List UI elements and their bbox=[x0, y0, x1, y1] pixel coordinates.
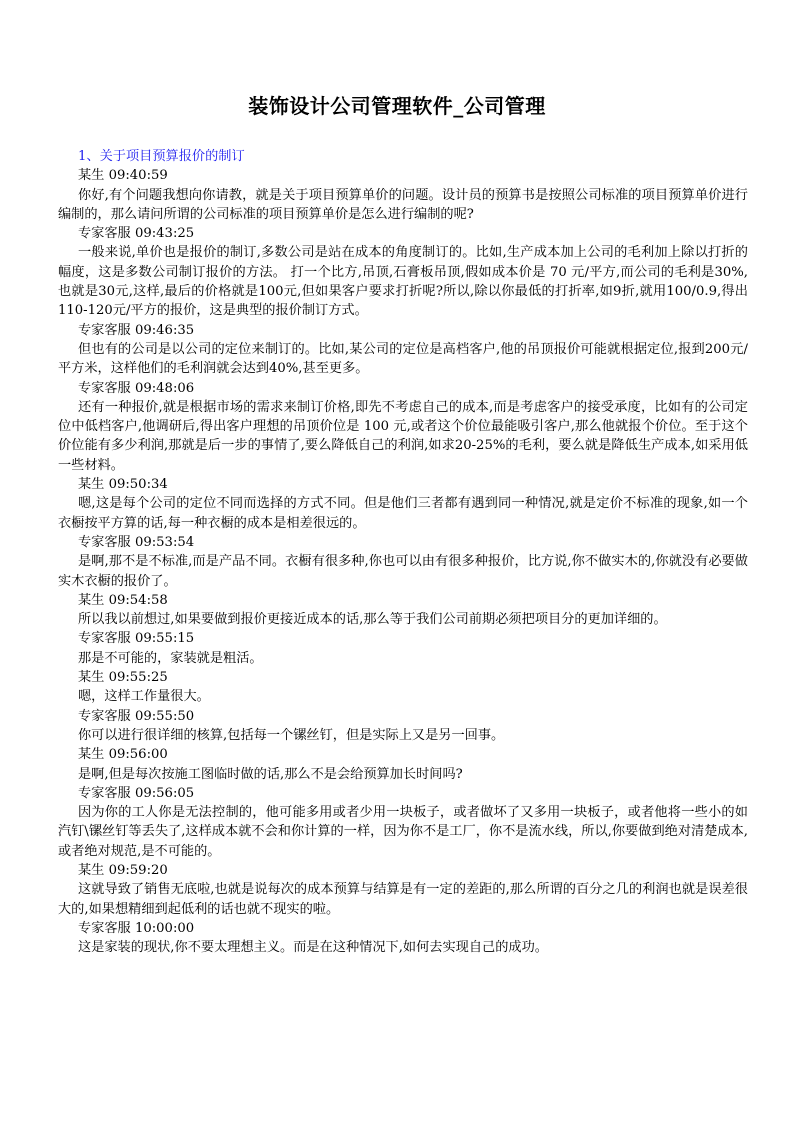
document-body bbox=[58, 147, 748, 957]
entry-meta: 专家客服 09:55:50 bbox=[78, 708, 195, 724]
entry-text: 是啊,但是每次按施工图临时做的话,那么不是会给预算加长时间吗? bbox=[78, 766, 463, 782]
section-heading-link[interactable]: 1、关于项目预算报价的制订 bbox=[78, 149, 245, 164]
entry-meta: 专家客服 09:43:25 bbox=[78, 226, 195, 242]
entry-text: 你好,有个问题我想向你请教，就是关于项目预算单价的问题。设计员的预算书是按照公司标准的项目预算单价进行编制的，那么请问所谓的公司标准的项目预算单价是怎么进行编制的呢? bbox=[58, 187, 748, 222]
entry-meta: 某生 09:54:58 bbox=[78, 592, 168, 608]
entry-meta: 专家客服 09:53:54 bbox=[78, 534, 195, 550]
entry-meta: 某生 09:50:34 bbox=[78, 477, 168, 493]
entry-text: 但也有的公司是以公司的定位来制订的。比如,某公司的定位是高档客户,他的吊顶报价可能就根据定位,报到200元/平方米，这样他们的毛利润就会达到40%,甚至更多。 bbox=[58, 341, 748, 377]
entry-meta: 专家客服 09:46:35 bbox=[78, 322, 195, 338]
entry-meta: 某生 09:40:59 bbox=[78, 168, 168, 184]
entry-meta: 专家客服 09:56:05 bbox=[78, 785, 195, 801]
entry-text: 嗯，这样工作量很大。 bbox=[78, 689, 210, 705]
entry-meta: 某生 09:56:00 bbox=[78, 747, 168, 763]
entry-text: 你可以进行很详细的核算,包括每一个镙丝钉，但是实际上又是另一回事。 bbox=[78, 727, 505, 743]
entry-text: 那是不可能的，家装就是粗活。 bbox=[78, 650, 263, 666]
entry-text: 一般来说,单价也是报价的制订,多数公司是站在成本的角度制订的。比如,生产成本加上公司的毛利加上除以打折的幅度，这是多数公司制订报价的方法。 打一个比方,吊顶,石膏板吊顶,假如成本价是 70 元/平方,而公司的毛利是30%,也就是30元,这样,最后的价格就是100元,但如果客户要求打折呢?所以,除以你最低的打折率,如9折,就用100/0.9,得出110-120元/平方的报价，这是典型的报价制订方式。 bbox=[58, 245, 748, 319]
entry-meta: 某生 09:59:20 bbox=[78, 862, 168, 878]
entry-text: 还有一种报价,就是根据市场的需求来制订价格,即先不考虑自己的成本,而是考虑客户的接受承度，比如有的公司定位中低档客户,他调研后,得出客户理想的吊顶价位是 100 元,或者这个价位最能吸引客户,那么他就报个价位。至于这个价位能有多少利润,那就是后一步的事情了,要么降低自己的利润,如求20-25%的毛利，要么就是降低生产成本,如采用低一些材料。 bbox=[58, 399, 748, 473]
entry-text: 因为你的工人你是无法控制的，他可能多用或者少用一块板子，或者做坏了又多用一块板子，或者他将一些小的如汽钉\镙丝钉等丢失了,这样成本就不会和你计算的一样，因为你不是工厂，你不是流水线，所以,你要做到绝对清楚成本,或者绝对规范,是不可能的。 bbox=[58, 805, 748, 859]
entry-text: 这是家装的现状,你不要太理想主义。而是在这种情况下,如何去实现自己的成功。 bbox=[78, 940, 548, 956]
entry-meta: 专家客服 09:55:15 bbox=[78, 631, 195, 647]
entry-meta: 专家客服 10:00:00 bbox=[78, 920, 195, 936]
entry-meta: 某生 09:55:25 bbox=[78, 670, 168, 686]
page-title: 装饰设计公司管理软件_公司管理 bbox=[248, 94, 546, 118]
entry-text: 所以我以前想过,如果要做到报价更接近成本的话,那么等于我们公司前期必须把项目分的更加详细的。 bbox=[78, 612, 667, 628]
entry-text: 是啊,那不是不标准,而是产品不同。衣橱有很多种,你也可以由有很多种报价，比方说,你不做实木的,你就没有必要做实木衣橱的报价了。 bbox=[58, 554, 748, 589]
entry-meta: 专家客服 09:48:06 bbox=[78, 380, 195, 396]
entry-text: 这就导致了销售无底啦,也就是说每次的成本预算与结算是有一定的差距的,那么所谓的百分之几的利润也就是误差很大的,如果想精细到起低利的话也就不现实的啦。 bbox=[58, 882, 748, 917]
entry-text: 嗯,这是每个公司的定位不同而选择的方式不同。但是他们三者都有遇到同一种情况,就是定价不标准的现象,如一个衣橱按平方算的话,每一种衣橱的成本是相差很远的。 bbox=[58, 496, 748, 531]
